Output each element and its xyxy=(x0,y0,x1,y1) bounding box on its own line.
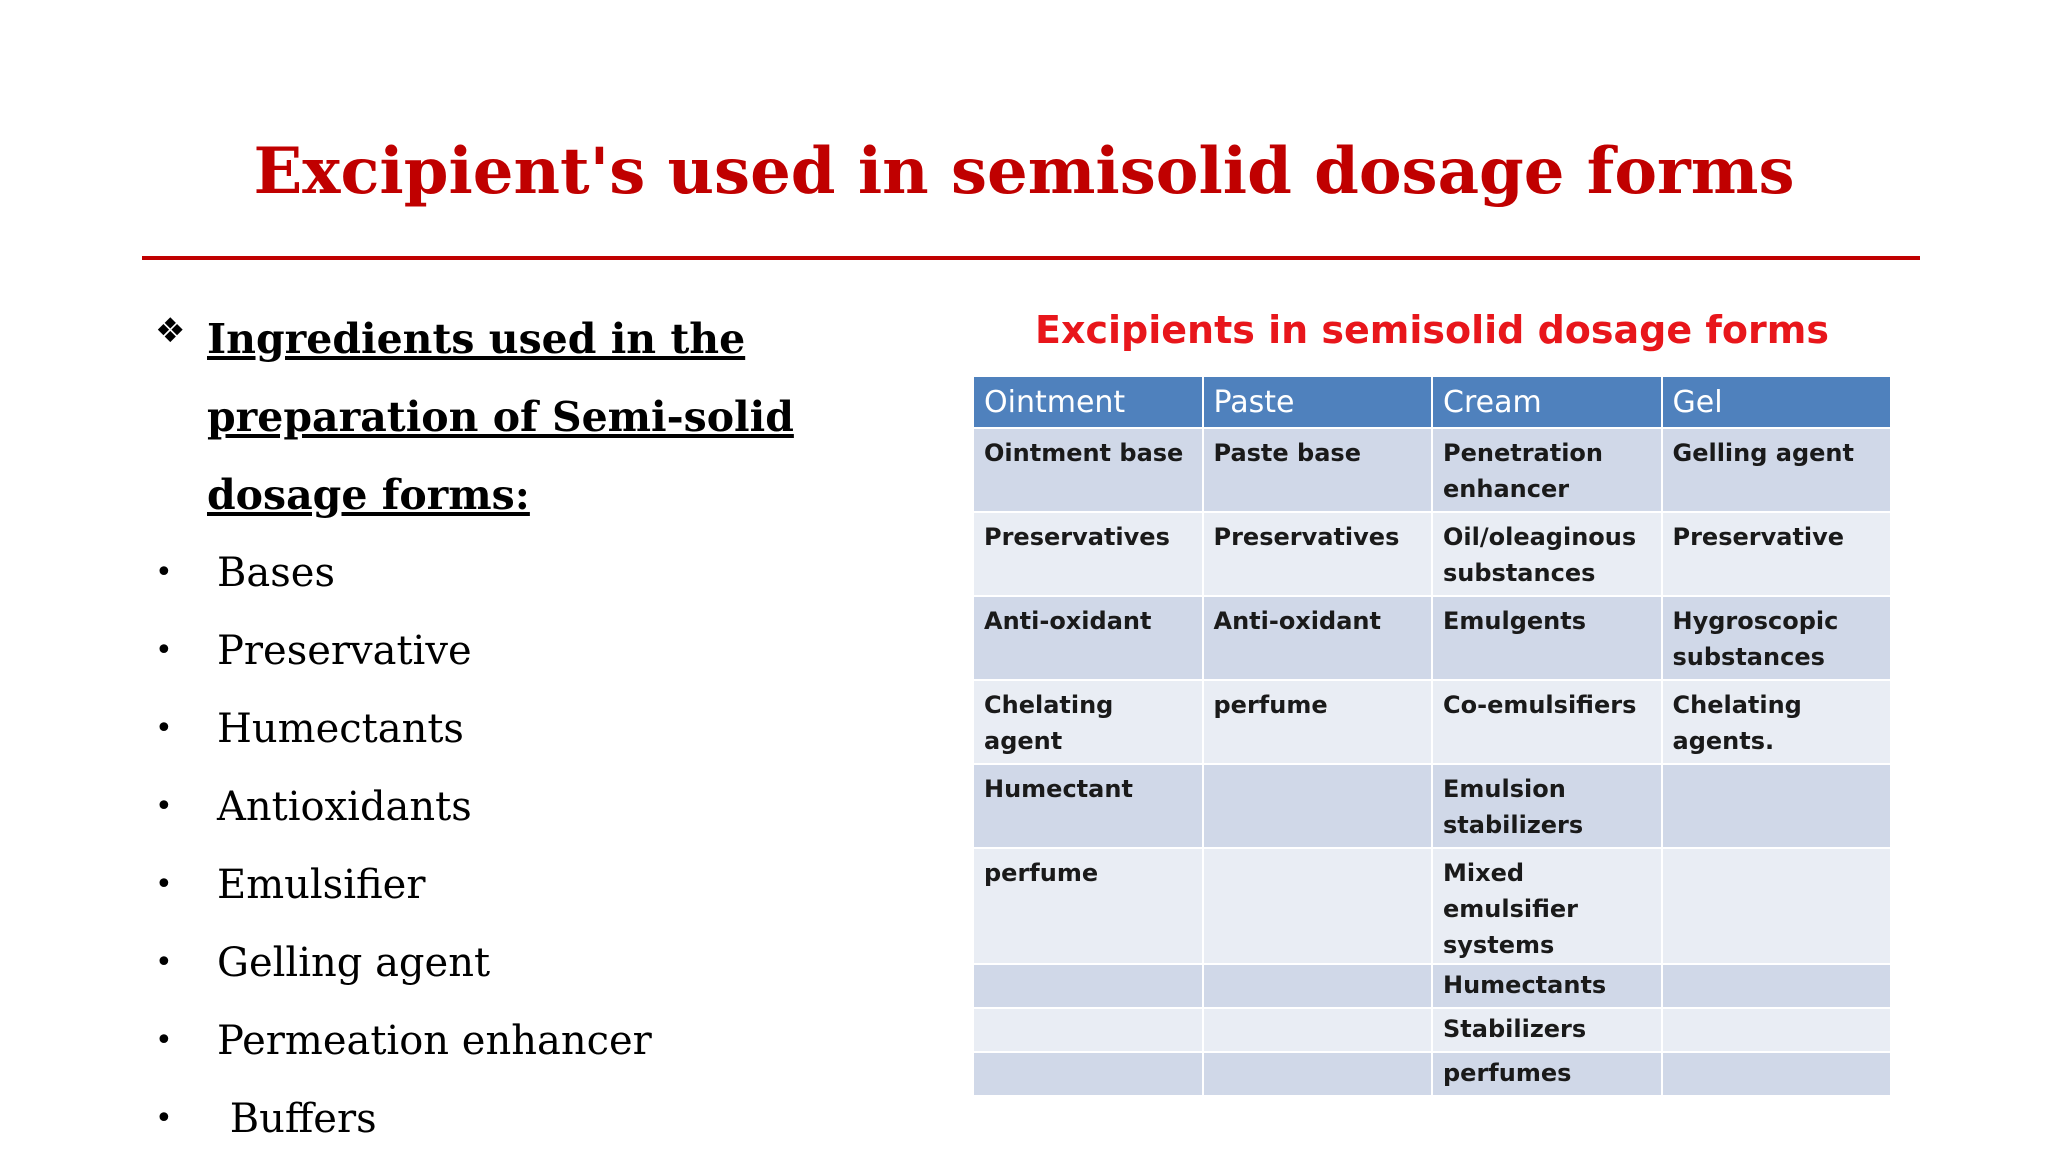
table-header-row xyxy=(973,376,1891,428)
table-cell: Hygroscopic substances xyxy=(1662,596,1892,680)
list-item xyxy=(155,768,955,846)
table-cell: Chelating agents. xyxy=(1662,680,1892,764)
column-header-gel: Gel xyxy=(1662,376,1892,428)
table-cell xyxy=(973,964,1203,1008)
list-item-text: Gelling agent xyxy=(217,940,491,986)
table-cell xyxy=(1203,848,1433,964)
table-cell: Anti-oxidant xyxy=(1203,596,1433,680)
table-row xyxy=(973,680,1891,764)
slide-title: Excipient's used in semisolid dosage forms xyxy=(253,134,1795,209)
table-row xyxy=(973,512,1891,596)
ingredients-heading-row xyxy=(155,300,955,534)
table-cell: Stabilizers xyxy=(1432,1008,1662,1052)
bullet-dot-icon: • xyxy=(155,1023,173,1058)
table-cell: perfume xyxy=(1203,680,1433,764)
bullet-dot-icon: • xyxy=(155,1101,173,1136)
table-row xyxy=(973,1052,1891,1096)
table-row xyxy=(973,964,1891,1008)
table-cell: perfumes xyxy=(1432,1052,1662,1096)
ingredients-list xyxy=(155,534,955,1158)
table-cell: Preservatives xyxy=(1203,512,1433,596)
table-cell xyxy=(973,1052,1203,1096)
table-cell: Emulgents xyxy=(1432,596,1662,680)
list-item-text: Buffers xyxy=(217,1096,377,1142)
bullet-dot-icon: • xyxy=(155,867,173,902)
table-cell: Penetration enhancer xyxy=(1432,428,1662,512)
table-row xyxy=(973,848,1891,964)
table-cell xyxy=(1662,764,1892,848)
table-cell: Chelating agent xyxy=(973,680,1203,764)
excipients-table xyxy=(972,375,1892,1097)
list-item-text: Emulsifier xyxy=(217,862,426,908)
diamond-bullet-icon: ❖ xyxy=(155,311,186,351)
list-item xyxy=(155,1002,955,1080)
table-cell: Co-emulsifiers xyxy=(1432,680,1662,764)
list-item-text: Bases xyxy=(217,550,335,596)
table-row xyxy=(973,428,1891,512)
list-item-text: Preservative xyxy=(217,628,472,674)
table-cell: Preservatives xyxy=(973,512,1203,596)
list-item-text: Antioxidants xyxy=(217,784,472,830)
list-item xyxy=(155,846,955,924)
bullet-dot-icon: • xyxy=(155,633,173,668)
bullet-dot-icon: • xyxy=(155,789,173,824)
table-cell xyxy=(1203,964,1433,1008)
ingredients-panel xyxy=(155,300,955,1158)
bullet-dot-icon: • xyxy=(155,555,173,590)
column-header-cream: Cream xyxy=(1432,376,1662,428)
table-cell xyxy=(1203,1052,1433,1096)
bullet-dot-icon: • xyxy=(155,945,173,980)
table-cell xyxy=(1203,1008,1433,1052)
table-cell xyxy=(1662,848,1892,964)
table-row xyxy=(973,596,1891,680)
table-cell: Humectant xyxy=(973,764,1203,848)
table-cell: Ointment base xyxy=(973,428,1203,512)
table-cell xyxy=(1662,1008,1892,1052)
list-item xyxy=(155,1080,955,1158)
table-cell xyxy=(1662,1052,1892,1096)
column-header-paste: Paste xyxy=(1203,376,1433,428)
title-divider xyxy=(142,256,1920,260)
table-cell: Paste base xyxy=(1203,428,1433,512)
list-item xyxy=(155,690,955,768)
ingredients-heading: Ingredients used in the preparation of Semi-solid dosage forms: xyxy=(207,315,794,519)
list-item-text: Permeation enhancer xyxy=(217,1018,652,1064)
list-item-text: Humectants xyxy=(217,706,464,752)
table-cell xyxy=(973,1008,1203,1052)
bullet-dot-icon: • xyxy=(155,711,173,746)
table-cell: Humectants xyxy=(1432,964,1662,1008)
list-item xyxy=(155,534,955,612)
table-row xyxy=(973,1008,1891,1052)
table-cell: Gelling agent xyxy=(1662,428,1892,512)
table-cell xyxy=(1662,964,1892,1008)
table-cell: Preservative xyxy=(1662,512,1892,596)
table-cell xyxy=(1203,764,1433,848)
table-cell: Anti-oxidant xyxy=(973,596,1203,680)
table-row xyxy=(973,764,1891,848)
table-cell: perfume xyxy=(973,848,1203,964)
table-cell: Oil/oleaginous substances xyxy=(1432,512,1662,596)
table-title: Excipients in semisolid dosage forms xyxy=(1035,308,1829,352)
table-cell: Mixed emulsifier systems xyxy=(1432,848,1662,964)
table-cell: Emulsion stabilizers xyxy=(1432,764,1662,848)
list-item xyxy=(155,612,955,690)
list-item xyxy=(155,924,955,1002)
column-header-ointment: Ointment xyxy=(973,376,1203,428)
